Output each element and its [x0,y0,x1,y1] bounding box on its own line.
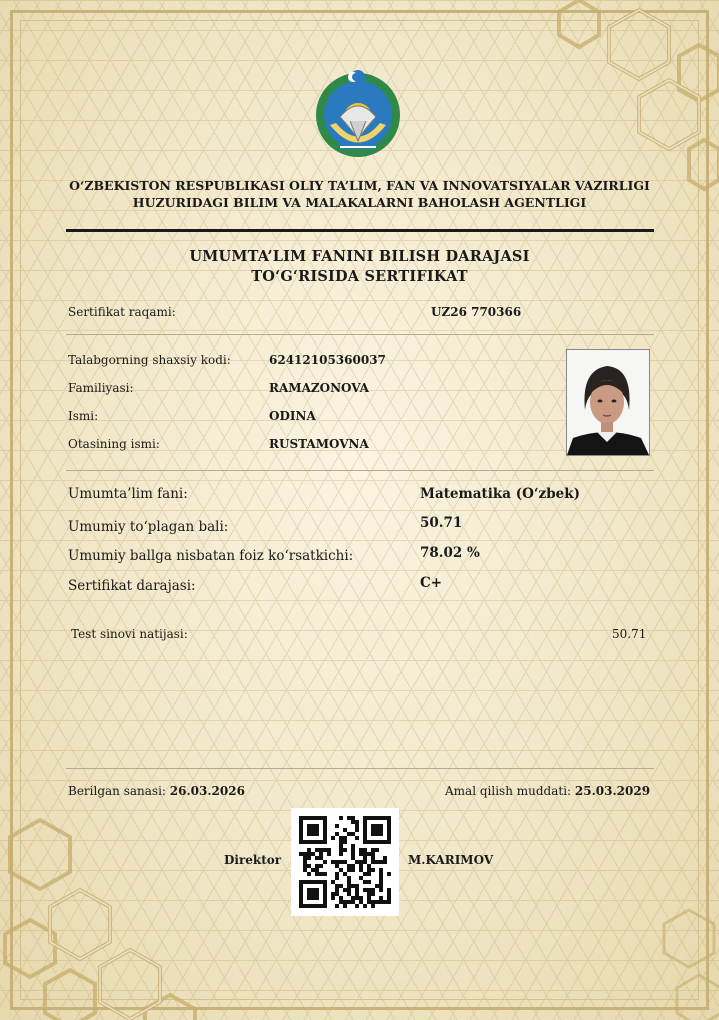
state-emblem-icon [310,65,406,161]
score-value: 50.71 [420,515,463,531]
certificate-number-label: Sertifikat raqami: [68,305,176,319]
pin-label: Talabgorning shaxsiy kodi: [68,353,231,367]
certificate-number-value: UZ26 770366 [431,305,522,319]
patronymic-value: RUSTAMOVNA [269,437,369,451]
pin-value: 62412105360037 [269,353,386,367]
director-name: M.KARIMOV [408,853,494,867]
grade-value: C+ [420,575,443,591]
valid-value: 25.03.2029 [574,784,651,798]
photo-portrait [566,349,650,456]
grade-label: Sertifikat darajasi: [68,578,196,594]
issued-label: Berilgan sanasi: [68,784,166,798]
test-result-value: 50.71 [612,627,647,641]
score-label: Umumiy to‘plagan bali: [68,519,229,535]
portrait-image [567,350,649,455]
corner-ornament-bottom-left [0,800,210,1020]
director-label: Direktor [224,853,282,867]
subject-label: Umumta’lim fani: [68,486,188,502]
test-result-label: Test sinovi natijasi: [71,627,188,641]
divider-2 [66,470,654,471]
percent-label: Umumiy ballga nisbatan foiz ko‘rsatkichi: [68,548,354,564]
name-label: Ismi: [68,409,99,423]
divider-3 [66,768,654,769]
issued-date [68,784,245,798]
subject-value: Matematika (O‘zbek) [420,486,580,502]
corner-ornament-top-right [519,0,719,200]
ministry-heading [40,177,679,211]
percent-value: 78.02 % [420,545,480,561]
qr-code-icon [299,816,391,908]
valid-until [445,784,650,798]
header-divider [66,229,654,232]
corner-ornament-bottom-right [609,870,719,1020]
name-value: ODINA [269,409,316,423]
surname-value: RAMAZONOVA [269,381,369,395]
ministry-line-1: O‘ZBEKISTON RESPUBLIKASI OLIY TA’LIM, FAN VA INNOVATSIYALAR VAZIRLIGI [69,178,650,193]
ministry-line-2: HUZURIDAGI BILIM VA MALAKALARNI BAHOLASH AGENTLIGI [132,195,587,210]
certificate-title [40,247,679,287]
title-line-1: UMUMTA’LIM FANINI BILISH DARAJASI [189,248,530,265]
surname-label: Familiyasi: [68,381,134,395]
divider-1 [66,334,654,335]
patronymic-label: Otasining ismi: [68,437,160,451]
valid-label: Amal qilish muddati: [445,784,572,798]
qr-code[interactable] [291,808,399,916]
issued-value: 26.03.2026 [169,784,245,798]
title-line-2: TO‘G‘RISIDA SERTIFIKAT [251,268,468,285]
